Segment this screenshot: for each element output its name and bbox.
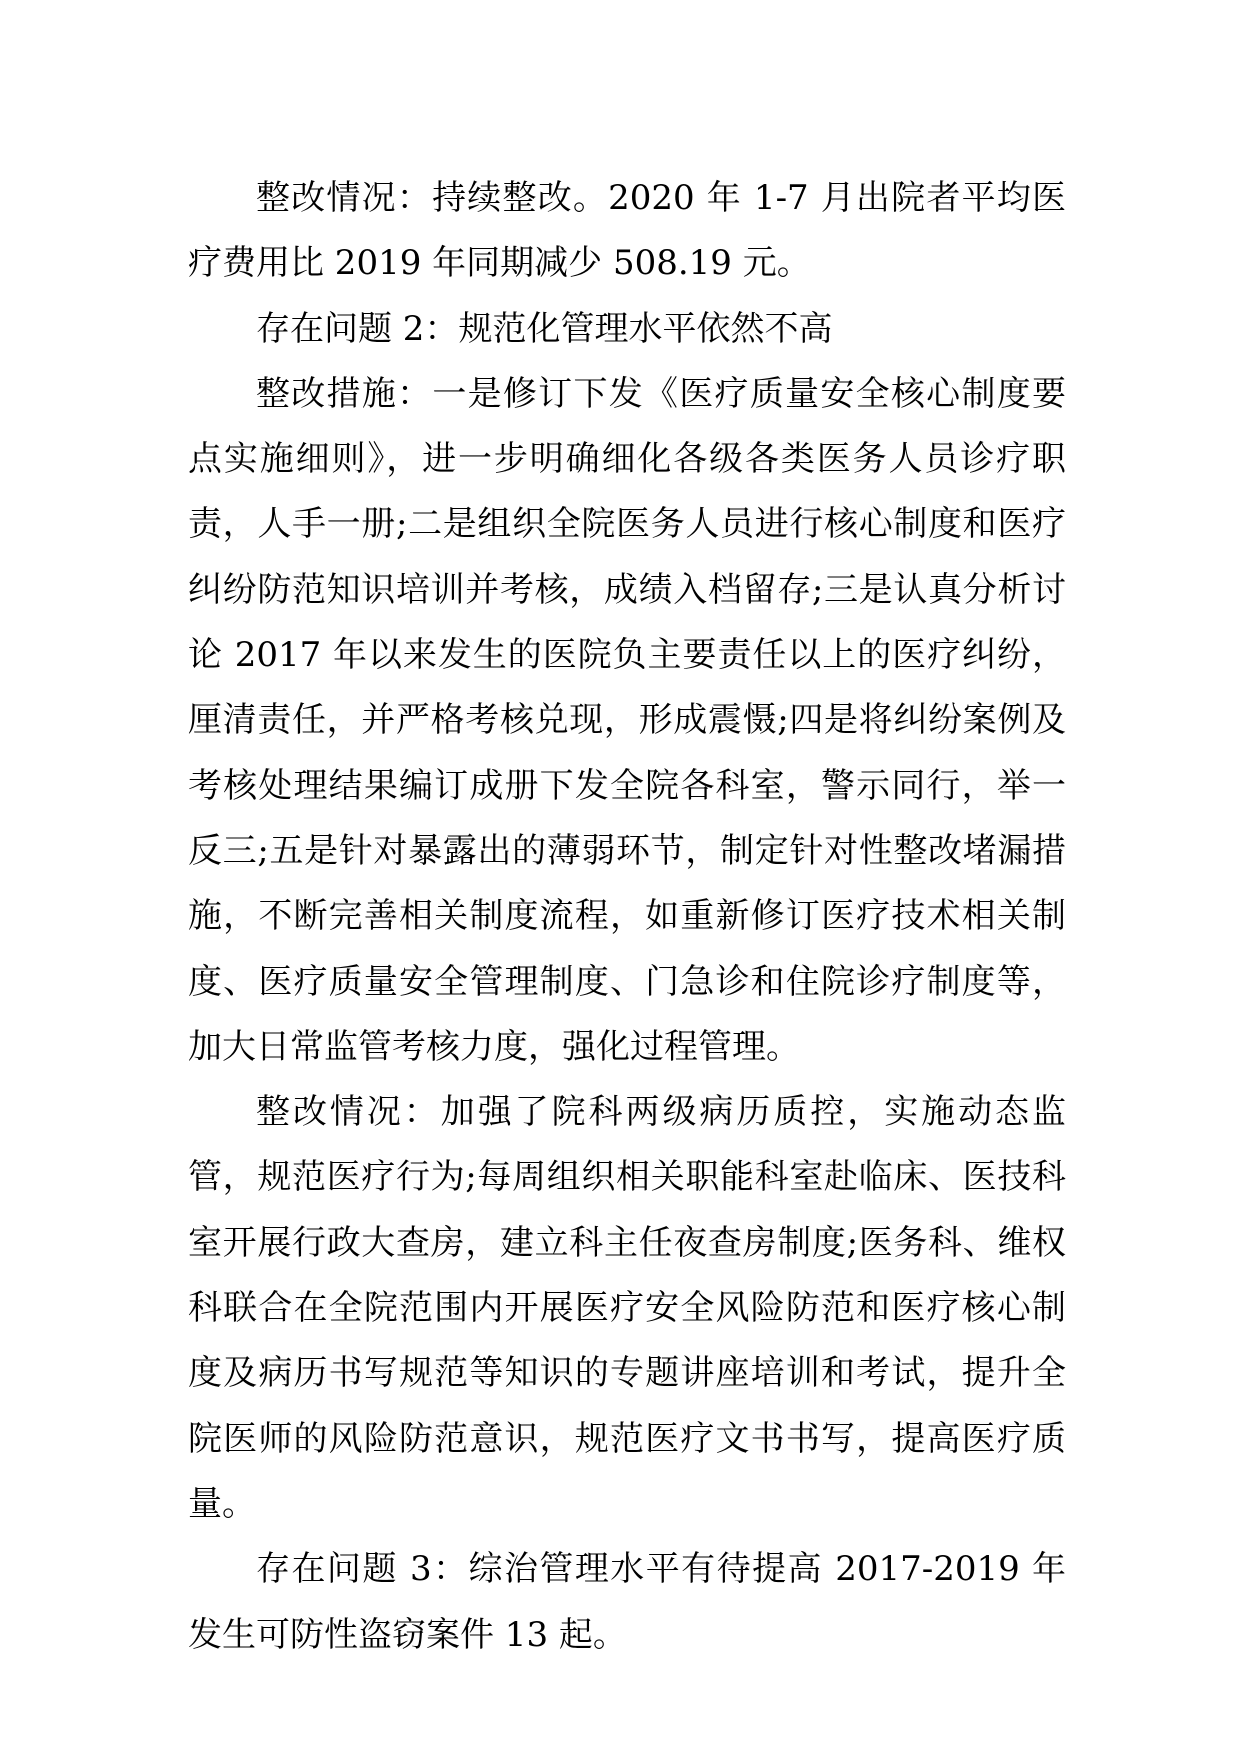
paragraph-rectification-status-2: 整改情况：加强了院科两级病历质控，实施动态监管，规范医疗行为;每周组织相关职能科室赴临床、医技科室开展行政大查房，建立科主任夜查房制度;医务科、维权科联合在全院范围内开展医疗安全风险防范和医疗核心制度及病历书写规范等知识的专题讲座培训和考试，提升全院医师的风险防范意识，规范医疗文书书写，提高医疗质量。: [188, 1092, 1066, 1524]
paragraph-problem-3: 存在问题 3：综治管理水平有待提高 2017-2019 年发生可防性盗窃案件 13 起。: [188, 1549, 1066, 1655]
paragraph-rectification-measures: 整改措施：一是修订下发《医疗质量安全核心制度要点实施细则》，进一步明确细化各级各类医务人员诊疗职责，人手一册;二是组织全院医务人员进行核心制度和医疗纠纷防范知识培训并考核，成绩入档留存;三是认真分析讨论 2017 年以来发生的医院负主要责任以上的医疗纠纷，厘清责任，并严格考核兑现，形成震慑;四是将纠纷案例及考核处理结果编订成册下发全院各科室，警示同行，举一反三;五是针对暴露出的薄弱环节，制定针对性整改堵漏措施，不断完善相关制度流程，如重新修订医疗技术相关制度、医疗质量安全管理制度、门急诊和住院诊疗制度等，加大日常监管考核力度，强化过程管理。: [188, 373, 1066, 1067]
paragraph-problem-2: 存在问题 2：规范化管理水平依然不高: [256, 308, 833, 349]
paragraph-rectification-status-1: 整改情况：持续整改。2020 年 1-7 月出院者平均医疗费用比 2019 年同期减少 508.19 元。: [188, 178, 1066, 284]
document-body: [188, 166, 1066, 1668]
